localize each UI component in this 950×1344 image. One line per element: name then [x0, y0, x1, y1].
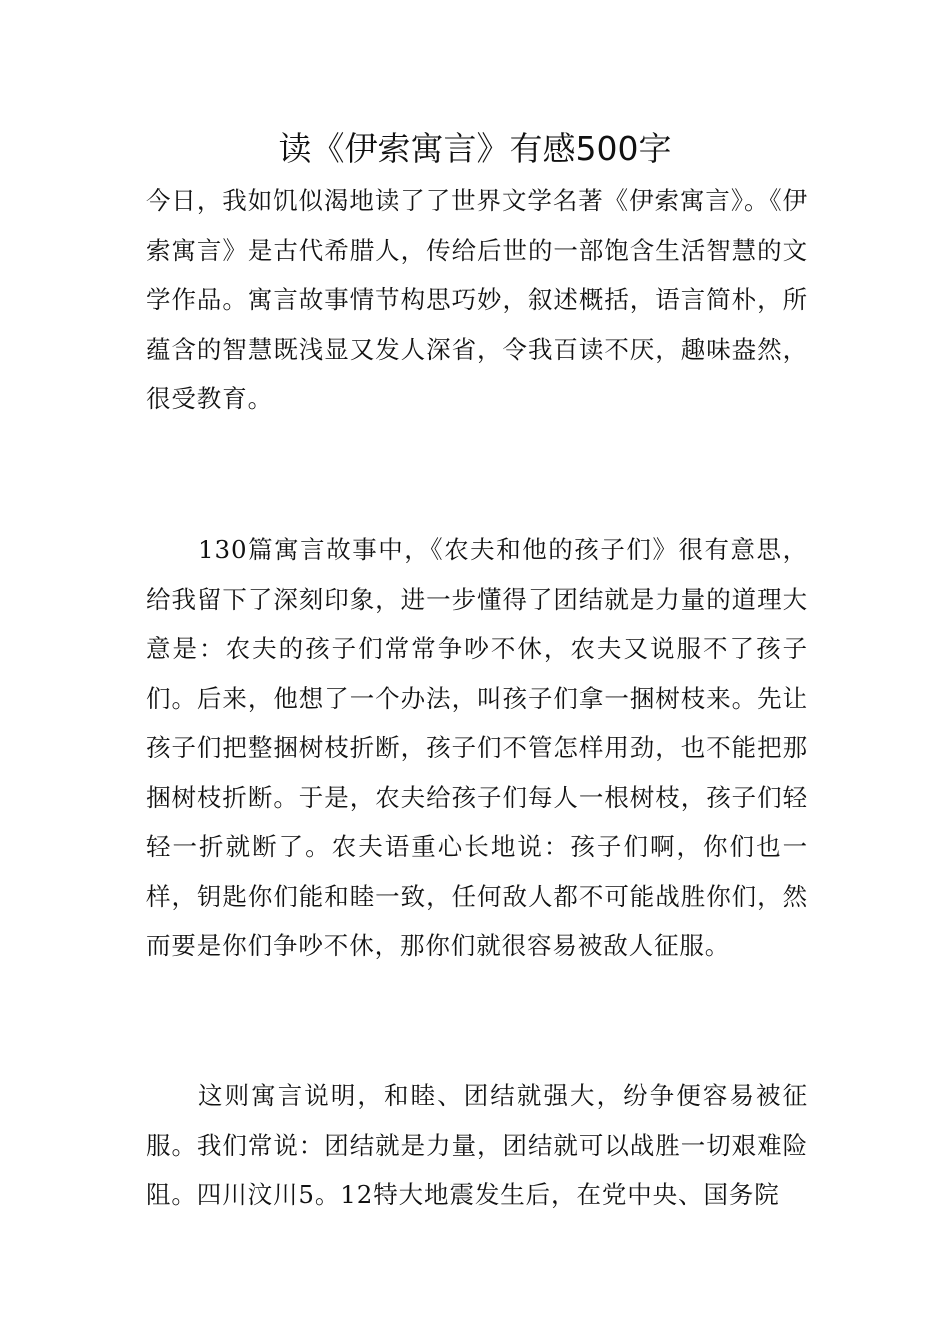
paragraph-intro: 今日，我如饥似渴地读了了世界文学名著《伊索寓言》。《伊索寓言》是古代希腊人，传给后世的一部饱含生活智慧的文学作品。寓言故事情节构思巧妙，叙述概括，语言简朴，所蕴含的智慧既浅显又发人深省，令我百读不厌，趣味盎然，很受教育。	[146, 186, 808, 413]
document-title: 读《伊索寓言》有感500字	[278, 129, 672, 168]
paragraph-lesson: 这则寓言说明，和睦、团结就强大，纷争便容易被征服。我们常说：团结就是力量，团结就可以战胜一切艰难险阻。四川汶川5。12特大地震发生后，在党中央、国务院	[146, 1081, 808, 1209]
paragraph-fable-summary: 130篇寓言故事中，《农夫和他的孩子们》很有意思，给我留下了深刻印象，进一步懂得了团结就是力量的道理大意是：农夫的孩子们常常争吵不休，农夫又说服不了孩子们。后来，他想了一个办法，叫孩子们拿一捆树枝来。先让孩子们把整捆树枝折断，孩子们不管怎样用劲，也不能把那捆树枝折断。于是，农夫给孩子们每人一根树枝，孩子们轻轻一折就断了。农夫语重心长地说：孩子们啊，你们也一样，钥匙你们能和睦一致，任何敌人都不可能战胜你们，然而要是你们争吵不休，那你们就很容易被敌人征服。	[146, 535, 808, 960]
